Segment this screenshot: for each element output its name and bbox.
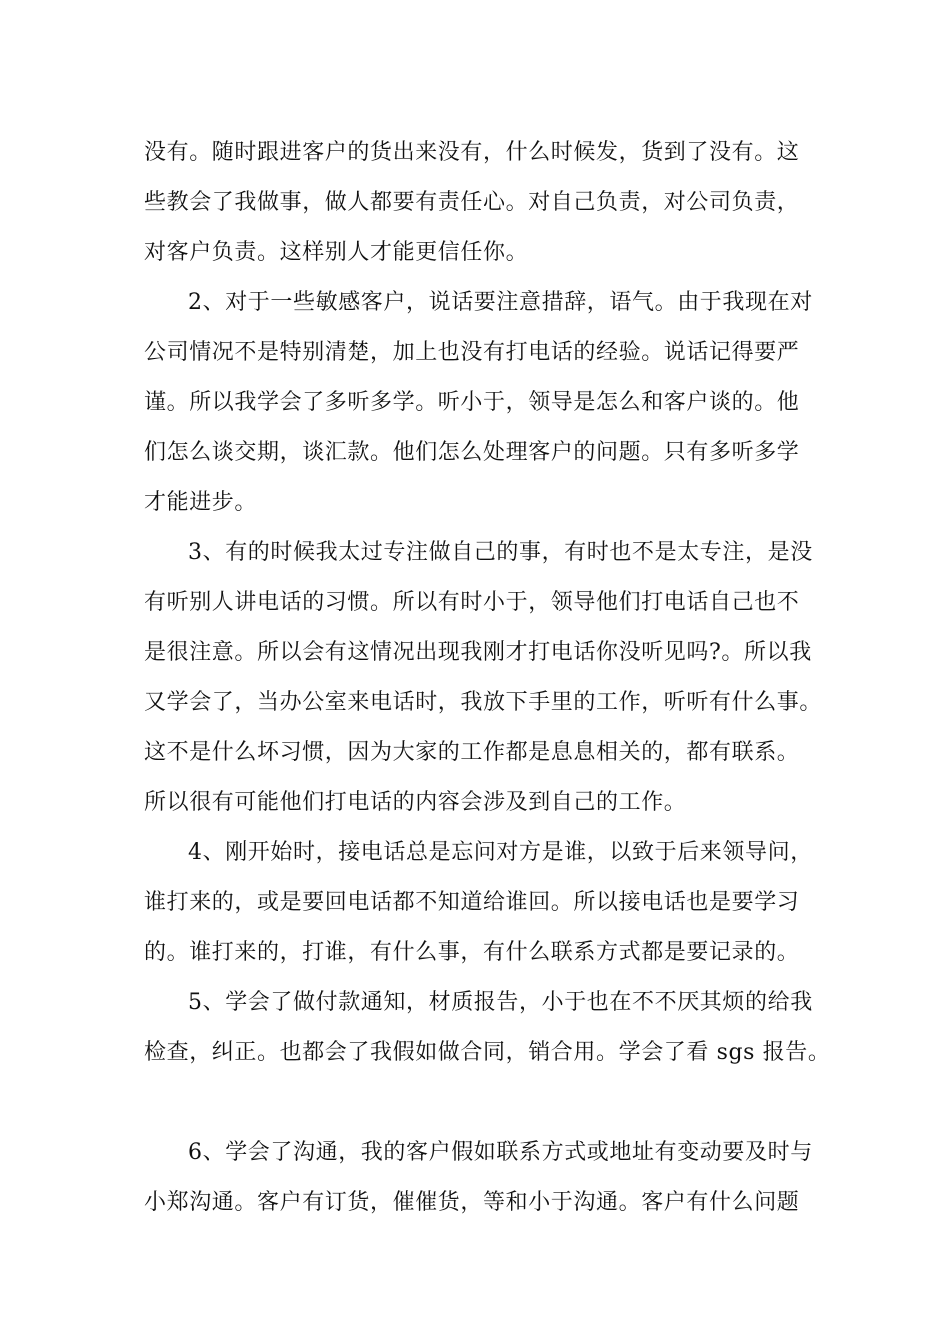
text-line: 谨。所以我学会了多听多学。听小于，领导是怎么和客户谈的。他 [144, 390, 800, 415]
text-line: 的。谁打来的，打谁，有什么事，有什么联系方式都是要记录的。 [144, 940, 800, 965]
text-line: 公司情况不是特别清楚，加上也没有打电话的经验。说话记得要严 [144, 340, 800, 365]
text-line: 谁打来的，或是要回电话都不知道给谁回。所以接电话也是要学习 [144, 890, 800, 915]
text-line: 小郑沟通。客户有订货，催催货，等和小于沟通。客户有什么问题 [144, 1190, 800, 1215]
text-line: 对客户负责。这样别人才能更信任你。 [144, 240, 529, 265]
text-line: 所以很有可能他们打电话的内容会涉及到自己的工作。 [144, 790, 687, 815]
text-line: 这不是什么坏习惯，因为大家的工作都是息息相关的，都有联系。 [144, 740, 800, 765]
paragraph-gap [144, 1078, 824, 1128]
text-line: 检查，纠正。也都会了我假如做合同，销合用。学会了看 sgs 报告。 [144, 1040, 831, 1065]
text-line: 些教会了我做事，做人都要有责任心。对自己负责，对公司负责， [144, 190, 800, 215]
text-line: 们怎么谈交期，谈汇款。他们怎么处理客户的问题。只有多听多学 [144, 440, 800, 465]
text-line: 又学会了，当办公室来电话时，我放下手里的工作，听听有什么事。 [144, 690, 823, 715]
paragraph-5-first-line: 5、学会了做付款通知，材质报告，小于也在不不厌其烦的给我 [188, 990, 813, 1015]
text-line: 是很注意。所以会有这情况出现我刚才打电话你没听见吗?。所以我 [144, 640, 812, 665]
text-line: 有听别人讲电话的习惯。所以有时小于，领导他们打电话自己也不 [144, 590, 800, 615]
text-line: 才能进步。 [144, 490, 258, 515]
paragraph-4-first-line: 4、刚开始时，接电话总是忘问对方是谁，以致于后来领导问， [188, 840, 813, 865]
paragraph-6-first-line: 6、学会了沟通，我的客户假如联系方式或地址有变动要及时与 [188, 1140, 813, 1165]
paragraph-2-first-line: 2、对于一些敏感客户，说话要注意措辞，语气。由于我现在对 [188, 290, 813, 315]
text-line: 没有。随时跟进客户的货出来没有，什么时候发，货到了没有。这 [144, 140, 800, 165]
document-body [144, 128, 831, 1228]
paragraph-3-first-line: 3、有的时候我太过专注做自己的事，有时也不是太专注，是没 [188, 540, 813, 565]
